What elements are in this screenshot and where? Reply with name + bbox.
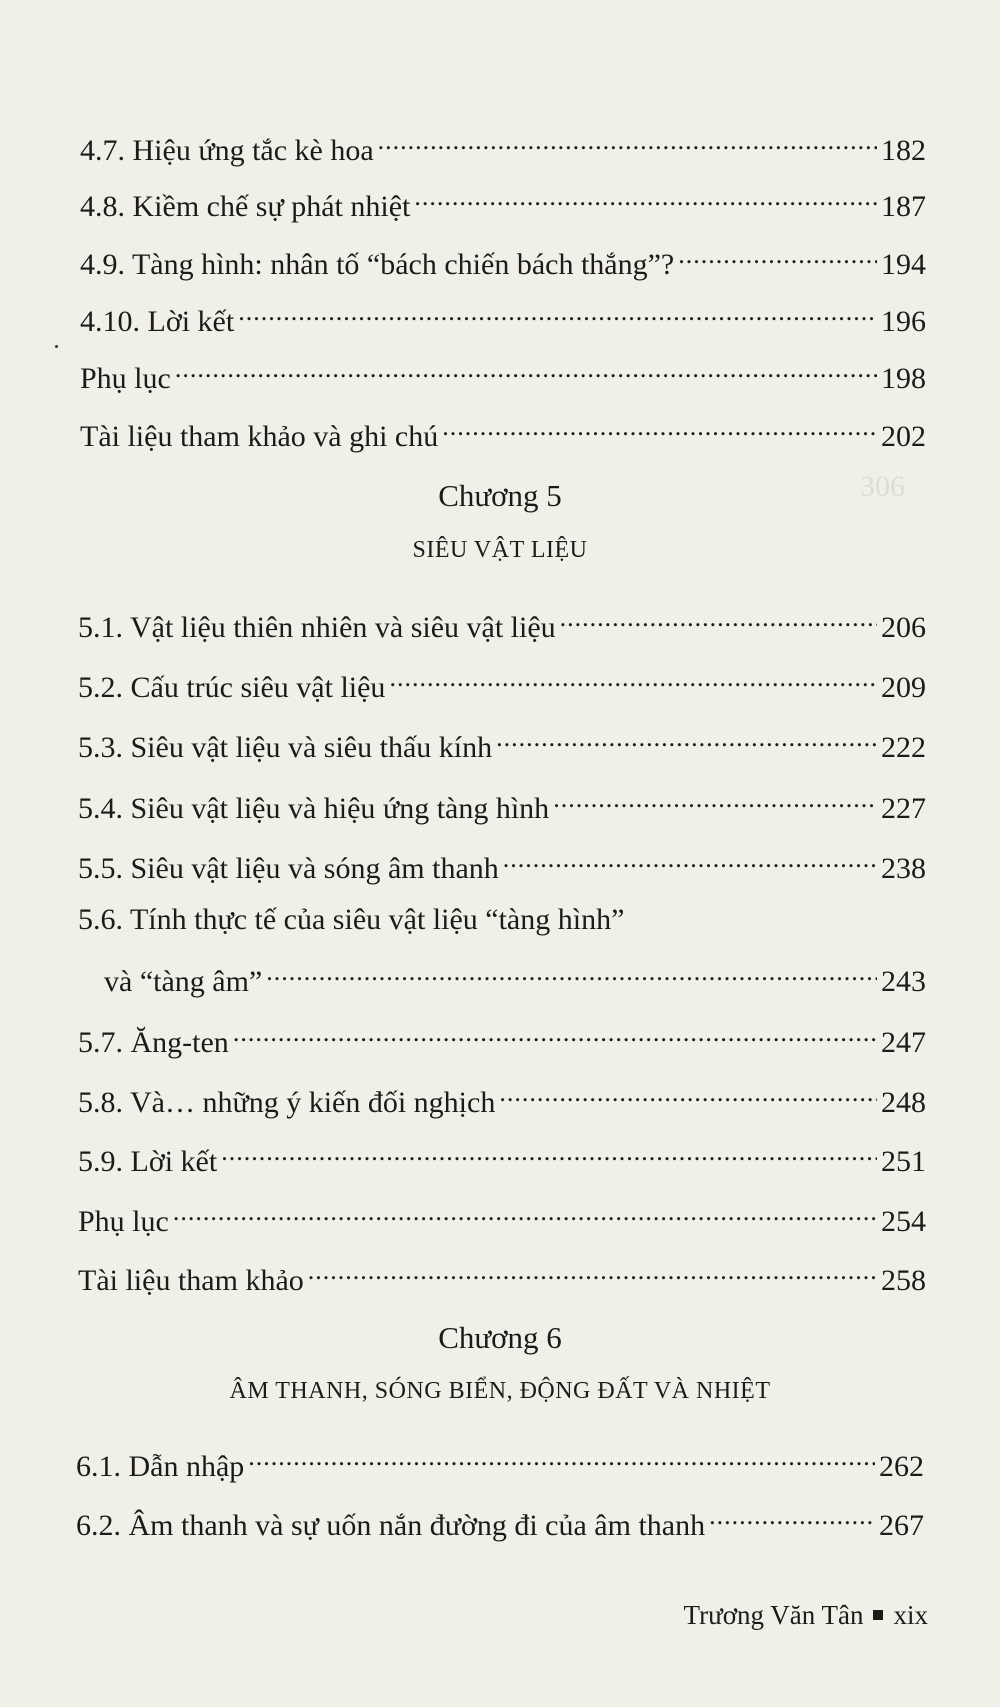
toc-entry-label: 5.1. Vật liệu thiên nhiên và siêu vật liệu [78,611,556,644]
toc-entry-page: 238 [881,852,926,885]
dot-leader [499,1076,877,1112]
toc-entry-page: 247 [881,1026,926,1059]
toc-entry [80,295,926,340]
dot-leader [238,295,877,331]
toc-entry [80,352,926,397]
dot-leader [248,1440,875,1476]
toc-entry [78,721,926,766]
toc-entry-page: 243 [881,965,926,998]
toc-entry-page: 227 [881,792,926,825]
toc-entry-page: 202 [881,420,926,453]
footer-author: Trương Văn Tân [683,1600,864,1630]
toc-entry-page: 222 [881,731,926,764]
toc-entry [76,1440,924,1485]
dot-leader [221,1135,877,1171]
toc-entry-label: 5.5. Siêu vật liệu và sóng âm thanh [78,852,499,885]
toc-entry [80,410,926,455]
chapter-6-heading: Chương 6 [438,1320,562,1355]
toc-entry [78,1254,926,1299]
toc-entry [78,601,926,646]
toc-entry-page: 187 [881,190,926,223]
toc-entry-label: 5.7. Ăng-ten [78,1026,229,1059]
toc-entry [78,661,926,706]
toc-entry-label: 4.10. Lời kết [80,305,235,338]
toc-entry-label: 6.2. Âm thanh và sự uốn nắn đường đi của âm thanh [76,1509,706,1542]
dot-leader [233,1016,877,1052]
dot-leader [389,661,877,697]
toc-entry-label: 5.2. Cấu trúc siêu vật liệu [78,671,386,704]
toc-entry-page: 251 [881,1145,926,1178]
toc-entry [80,238,926,283]
dot-leader [560,601,877,637]
toc-entry [80,124,926,169]
toc-entry-page: 206 [881,611,926,644]
toc-entry-label: Phụ lục [80,362,171,395]
chapter-6-subtitle: ÂM THANH, SÓNG BIỂN, ĐỘNG ĐẤT VÀ NHIỆT [229,1378,771,1404]
chapter-5-heading: Chương 5 [438,478,562,513]
toc-entry-page: 248 [881,1086,926,1119]
dot-leader [553,782,877,818]
toc-entry-label: 4.8. Kiềm chế sự phát nhiệt [80,190,411,223]
toc-entry-page: 196 [881,305,926,338]
dot-leader [709,1499,875,1535]
dot-leader [308,1254,877,1290]
toc-entry [78,1195,926,1240]
toc-entry-label: Tài liệu tham khảo và ghi chú [80,420,439,453]
toc-entry-page: 267 [879,1509,924,1542]
toc-entry-first-line [78,902,926,938]
toc-entry-label: 5.4. Siêu vật liệu và hiệu ứng tàng hình [78,792,550,825]
toc-entry-page: 194 [881,248,926,281]
toc-entry [80,180,926,225]
toc-entry-label: 6.1. Dẫn nhập [76,1450,245,1483]
footer-page-number: xix [893,1600,928,1630]
toc-entry-label: 5.6. Tính thực tế của siêu vật liệu “tàng hình” [78,903,625,936]
show-through: 306 [860,470,905,503]
dot-leader [266,955,877,991]
dot-leader [175,352,877,388]
dot-leader [378,124,877,160]
toc-entry [78,842,926,887]
toc-entry [78,1076,926,1121]
toc-entry [78,1135,926,1180]
toc-entry-page: 262 [879,1450,924,1483]
toc-entry-label: 5.3. Siêu vật liệu và siêu thấu kính [78,731,493,764]
toc-entry [76,1499,924,1544]
toc-entry-page: 182 [881,134,926,167]
toc-entry-page: 258 [881,1264,926,1297]
dot-leader [442,410,877,446]
toc-entry-label: 5.8. Và… những ý kiến đối nghịch [78,1086,496,1119]
page-footer [684,1598,928,1632]
toc-entry-label: Tài liệu tham khảo [78,1264,304,1297]
dot-leader [678,238,877,274]
dot-leader [496,721,877,757]
toc-entry [104,955,926,1000]
square-bullet-icon [873,1610,883,1620]
toc-entry-label: 4.9. Tàng hình: nhân tố “bách chiến bách thắng”? [80,248,675,281]
toc-entry [78,1016,926,1061]
dot-leader [503,842,877,878]
toc-entry-label: Phụ lục [78,1205,169,1238]
toc-entry-page: 209 [881,671,926,704]
toc-entry-label: 5.9. Lời kết [78,1145,218,1178]
toc-entry-page: 254 [881,1205,926,1238]
toc-entry [78,782,926,827]
margin-speck [55,345,58,348]
chapter-5-subtitle: SIÊU VẬT LIỆU [412,537,588,563]
toc-entry-label: 4.7. Hiệu ứng tắc kè hoa [80,134,374,167]
toc-entry-page: 198 [881,362,926,395]
dot-leader [414,180,877,216]
toc-entry-label: và “tàng âm” [104,965,263,998]
dot-leader [173,1195,877,1231]
